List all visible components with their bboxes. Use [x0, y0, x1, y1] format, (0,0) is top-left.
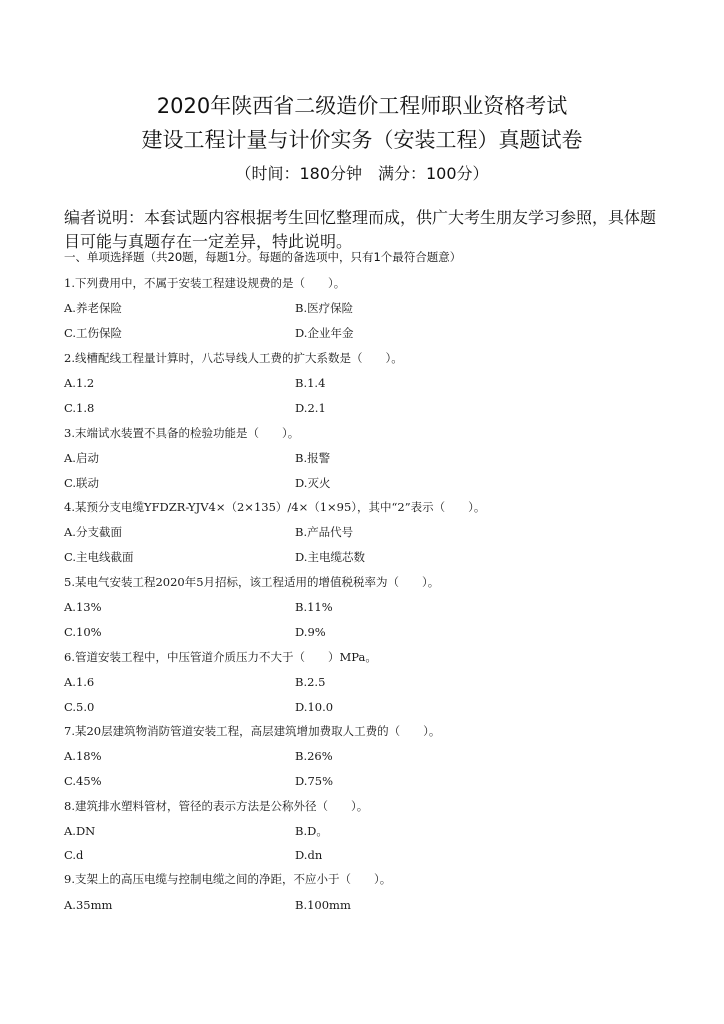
question-8-option-a: A.DN — [64, 824, 96, 838]
question-3-option-a: A.启动 — [64, 451, 99, 465]
question-6-option-b: B.2.5 — [295, 675, 326, 689]
question-8-option-d: D.dn — [295, 848, 323, 862]
question-6-option-c: C.5.0 — [64, 700, 95, 714]
question-1-option-a: A.养老保险 — [64, 301, 122, 315]
question-4-option-d: D.主电缆芯数 — [295, 550, 365, 564]
question-5-option-d: D.9% — [295, 625, 326, 639]
question-4-option-b: B.产品代号 — [295, 525, 354, 539]
question-2-option-c: C.1.8 — [64, 401, 95, 415]
question-2-option-d: D.2.1 — [295, 401, 326, 415]
question-2-option-a: A.1.2 — [64, 376, 95, 390]
question-6-option-a: A.1.6 — [64, 675, 95, 689]
question-6-stem: 6.管道安装工程中，中压管道介质压力不大于（ ）MPa。 — [64, 650, 377, 664]
question-1-option-d: D.企业年金 — [295, 326, 354, 340]
question-9-option-a: A.35mm — [64, 898, 113, 912]
question-8-stem: 8.建筑排水塑料管材，管径的表示方法是公称外径（ ）。 — [64, 799, 369, 813]
question-1-stem: 1.下列费用中，不属于安装工程建设规费的是（ ）。 — [64, 276, 346, 290]
question-8-option-b: B.D。 — [295, 824, 328, 838]
section-heading: 一、单项选择题（共20题，每题1分。每题的备选项中，只有1个最符合题意） — [64, 250, 462, 264]
question-2-option-b: B.1.4 — [295, 376, 326, 390]
exam-title-line1: 2020年陕西省二级造价工程师职业资格考试 — [156, 94, 568, 118]
question-7-option-a: A.18% — [64, 749, 102, 763]
question-7-option-b: B.26% — [295, 749, 333, 763]
question-3-option-d: D.灭火 — [295, 476, 331, 490]
question-4-option-a: A.分支截面 — [64, 525, 122, 539]
editor-note: 编者说明：本套试题内容根据考生回忆整理而成，供广大考生朋友学习参照，具体题目可能与真题存在一定差异，特此说明。 — [64, 208, 657, 251]
exam-title-line2: 建设工程计量与计价实务（安装工程）真题试卷 — [141, 128, 583, 152]
question-9-option-b: B.100mm — [295, 898, 351, 912]
question-4-option-c: C.主电线截面 — [64, 550, 134, 564]
question-4-stem: 4.某预分支电缆YFDZR-YJV4×（2×135）/4×（1×95），其中“2”表示（ ）。 — [64, 500, 486, 514]
question-2-stem: 2.线槽配线工程量计算时，八芯导线人工费的扩大系数是（ ）。 — [64, 351, 403, 365]
question-7-option-c: C.45% — [64, 774, 102, 788]
exam-time-score: （时间：180分钟 满分：100分） — [235, 164, 489, 183]
question-5-option-b: B.11% — [295, 600, 333, 614]
question-5-option-a: A.13% — [64, 600, 102, 614]
question-3-option-c: C.联动 — [64, 476, 100, 490]
question-7-stem: 7.某20层建筑物消防管道安装工程，高层建筑增加费取人工费的（ ）。 — [64, 724, 441, 738]
question-5-option-c: C.10% — [64, 625, 102, 639]
question-9-stem: 9.支架上的高压电缆与控制电缆之间的净距，不应小于（ ）。 — [64, 872, 392, 886]
question-6-option-d: D.10.0 — [295, 700, 334, 714]
question-7-option-d: D.75% — [295, 774, 334, 788]
question-3-stem: 3.末端试水装置不具备的检验功能是（ ）。 — [64, 426, 300, 440]
question-8-option-c: C.d — [64, 848, 84, 862]
question-1-option-b: B.医疗保险 — [295, 301, 354, 315]
question-3-option-b: B.报警 — [295, 451, 331, 465]
question-1-option-c: C.工伤保险 — [64, 326, 123, 340]
question-5-stem: 5.某电气安装工程2020年5月招标，该工程适用的增值税税率为（ ）。 — [64, 575, 440, 589]
